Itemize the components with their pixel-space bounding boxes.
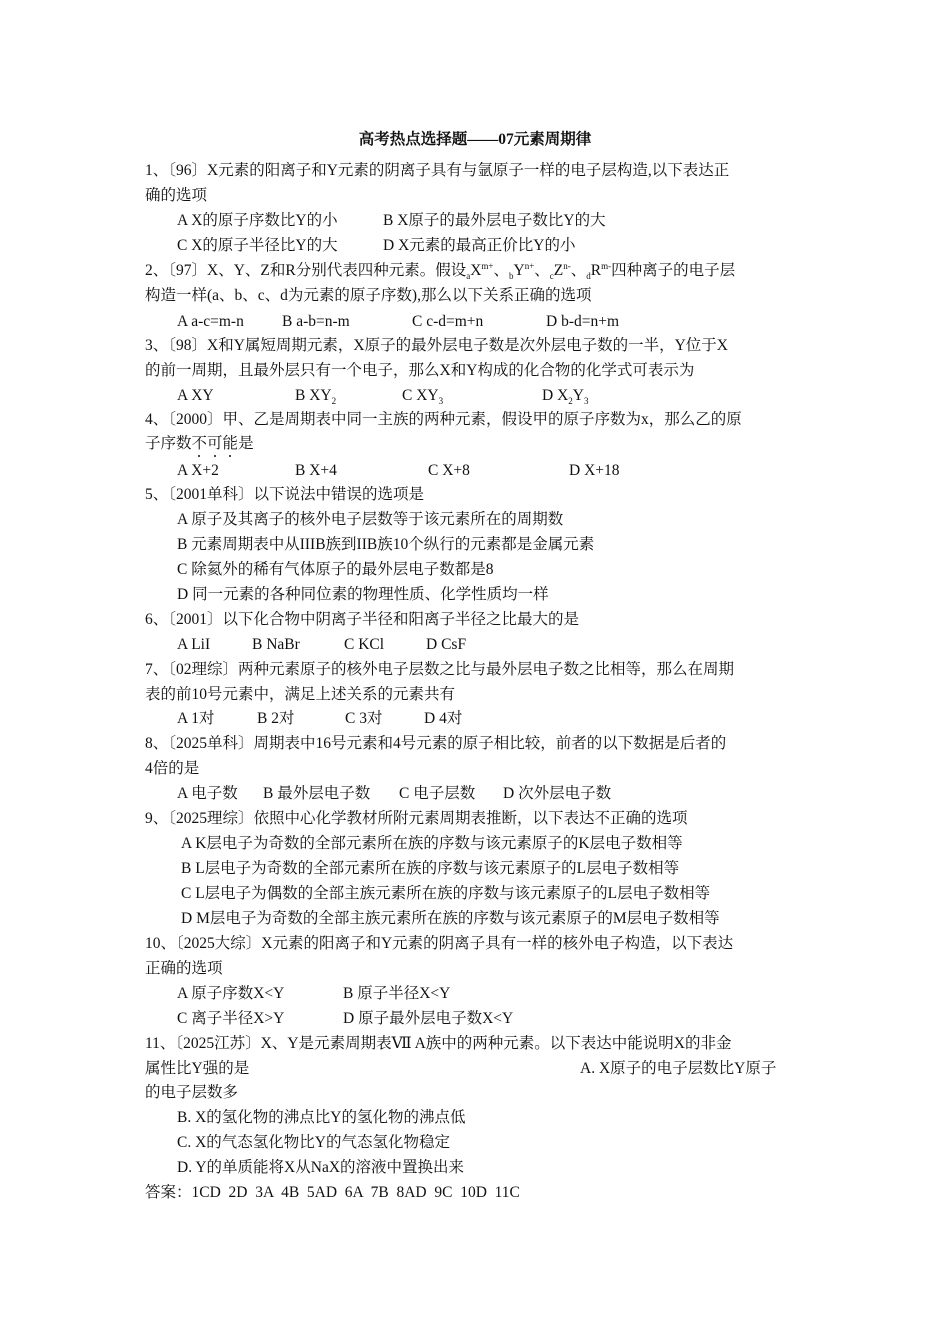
question-8-stem-cont: 4倍的是	[145, 760, 200, 777]
question-7-stem: 7、〔02理综〕两种元素原子的核外电子层数之比与最外层电子数之比相等，那么在周期	[145, 661, 735, 678]
option-d: D X+18	[569, 462, 620, 479]
option-c: C $XY_3$	[402, 387, 444, 407]
option-b: B $XY_2$	[295, 387, 337, 407]
option-d: D $X_2Y_3$	[542, 387, 589, 407]
option-d: D 原子最外层电子数X<Y	[343, 1010, 514, 1027]
question-1-stem-cont: 确的选项	[145, 187, 208, 204]
question-4-stem-cont: 子序数不可能是	[145, 435, 254, 452]
question-10-stem-cont: 正确的选项	[145, 960, 223, 977]
option-a: A K层电子为奇数的全部元素所在族的序数与该元素原子的K层电子数相等	[181, 835, 683, 852]
question-3-stem: 3、〔98〕X和Y属短周期元素，X原子的最外层电子数是次外层电子数的一半，Y位于X	[145, 337, 728, 354]
question-2-stem-cont: 构造一样(a、b、c、d为元素的原子序数),那么以下关系正确的选项	[145, 287, 592, 304]
emphasis-char: 能	[222, 435, 239, 452]
option-d: D CsF	[426, 636, 467, 653]
option-b: B 最外层电子数	[263, 785, 371, 802]
question-5-stem: 5、〔2001单科〕以下说法中错误的选项是	[145, 486, 425, 503]
option-c: C X+8	[428, 462, 470, 479]
question-9-stem: 9、〔2025理综〕依照中心化学教材所附元素周期表推断，以下表达不正确的选项	[145, 810, 688, 827]
emphasis-char: 不	[191, 435, 208, 452]
option-a: A 1对	[177, 710, 215, 727]
question-11-stem-cont: 属性比Y强的是	[145, 1060, 250, 1077]
option-a-cont: 的电子层数多	[145, 1084, 239, 1101]
option-c: C. X的气态氢化物比Y的气态氢化物稳定	[177, 1134, 450, 1151]
option-a: A 电子数	[177, 785, 238, 802]
option-d: D M层电子为奇数的全部主族元素所在族的序数与该元素原子的M层电子数相等	[181, 910, 720, 927]
question-2-stem: 2、〔97〕X、Y、Z和R分别代表四种元素。假设$_aX^{m+}$、$_bY^{n+}$、$_cZ^{n-}$、$_dR^{m-}$四种离子的电子层	[145, 260, 736, 282]
emphasis-char: 可	[207, 435, 223, 452]
question-3-options	[177, 386, 588, 406]
option-c: C KCl	[344, 636, 385, 653]
question-8-stem: 8、〔2025单科〕周期表中16号元素和4号元素的原子相比较，前者的以下数据是后者的	[145, 735, 727, 752]
option-a: A LiI	[177, 636, 211, 653]
option-a: A XY	[177, 387, 214, 404]
question-7-stem-cont: 表的前10号元素中，满足上述关系的元素共有	[145, 686, 456, 703]
option-a: A. X原子的电子层数比Y原子	[580, 1060, 777, 1077]
question-10-options-row1	[177, 984, 450, 1004]
option-b: B 2对	[257, 710, 295, 727]
question-1-options-row1	[177, 211, 606, 231]
option-d: D 4对	[424, 710, 463, 727]
question-1-options-row2	[177, 236, 575, 256]
question-7-options	[177, 709, 462, 729]
option-d: D b-d=n+m	[546, 313, 620, 330]
question-10-stem: 10、〔2025大综〕X元素的阳离子和Y元素的阴离子具有一样的核外电子构造，以下表达	[145, 935, 734, 952]
option-b: B a-b=n-m	[282, 313, 350, 330]
question-6-options	[177, 635, 466, 655]
option-a: A X+2	[177, 462, 219, 479]
question-6-stem: 6、〔2001〕以下化合物中阴离子半径和阳离子半径之比最大的是	[145, 611, 580, 628]
option-d: D 同一元素的各种同位素的物理性质、化学性质均一样	[177, 586, 549, 603]
option-b: B 原子半径X<Y	[343, 985, 451, 1002]
option-d: D. Y的单质能将X从NaX的溶液中置换出来	[177, 1159, 465, 1176]
option-b: B 元素周期表中从IIIB族到IIB族10个纵行的元素都是金属元素	[177, 536, 595, 553]
option-b: B. X的氢化物的沸点比Y的氢化物的沸点低	[177, 1109, 466, 1126]
option-d: D X元素的最高正价比Y的小	[383, 237, 576, 254]
page-title: 高考热点选择题——07元素周期律	[358, 131, 592, 148]
option-c: C 电子层数	[399, 785, 476, 802]
option-c: C 除氦外的稀有气体原子的最外层电子数都是8	[177, 561, 494, 578]
option-c: C 3对	[345, 710, 383, 727]
question-10-options-row2	[177, 1009, 513, 1029]
option-b: B X原子的最外层电子数比Y的大	[383, 212, 606, 229]
option-a: A a-c=m-n	[177, 313, 244, 330]
question-3-stem-cont: 的前一周期，且最外层只有一个电子，那么X和Y构成的化合物的化学式可表示为	[145, 362, 695, 379]
option-b: B NaBr	[252, 636, 300, 653]
question-4-stem: 4、〔2000〕甲、乙是周期表中同一主族的两种元素，假设甲的原子序数为x，那么乙的原	[145, 411, 742, 428]
answer-key: 答案：1CD 2D 3A 4B 5AD 6A 7B 8AD 9C 10D 11C	[145, 1184, 520, 1201]
option-a: A 原子及其离子的核外电子层数等于该元素所在的周期数	[177, 511, 564, 528]
question-2-options	[177, 312, 619, 332]
option-a: A 原子序数X<Y	[177, 985, 285, 1002]
option-c: C c-d=m+n	[412, 313, 484, 330]
option-c: C L层电子为偶数的全部主族元素所在族的序数与该元素原子的L层电子数相等	[181, 885, 711, 902]
question-4-options	[177, 461, 620, 481]
question-8-options	[177, 784, 611, 804]
option-b: B X+4	[295, 462, 337, 479]
option-c: C 离子半径X>Y	[177, 1010, 285, 1027]
question-11-stem: 11、〔2025江苏〕X、Y是元素周期表Ⅶ A族中的两种元素。以下表达中能说明X的非金	[145, 1035, 732, 1052]
option-a: A X的原子序数比Y的小	[177, 212, 338, 229]
option-b: B L层电子为奇数的全部元素所在族的序数与该元素原子的L层电子数相等	[181, 860, 680, 877]
question-1-stem: 1、〔96〕X元素的阳离子和Y元素的阴离子具有与氩原子一样的电子层构造,以下表达正	[145, 162, 730, 179]
option-d: D 次外层电子数	[503, 785, 612, 802]
option-c: C X的原子半径比Y的大	[177, 237, 338, 254]
